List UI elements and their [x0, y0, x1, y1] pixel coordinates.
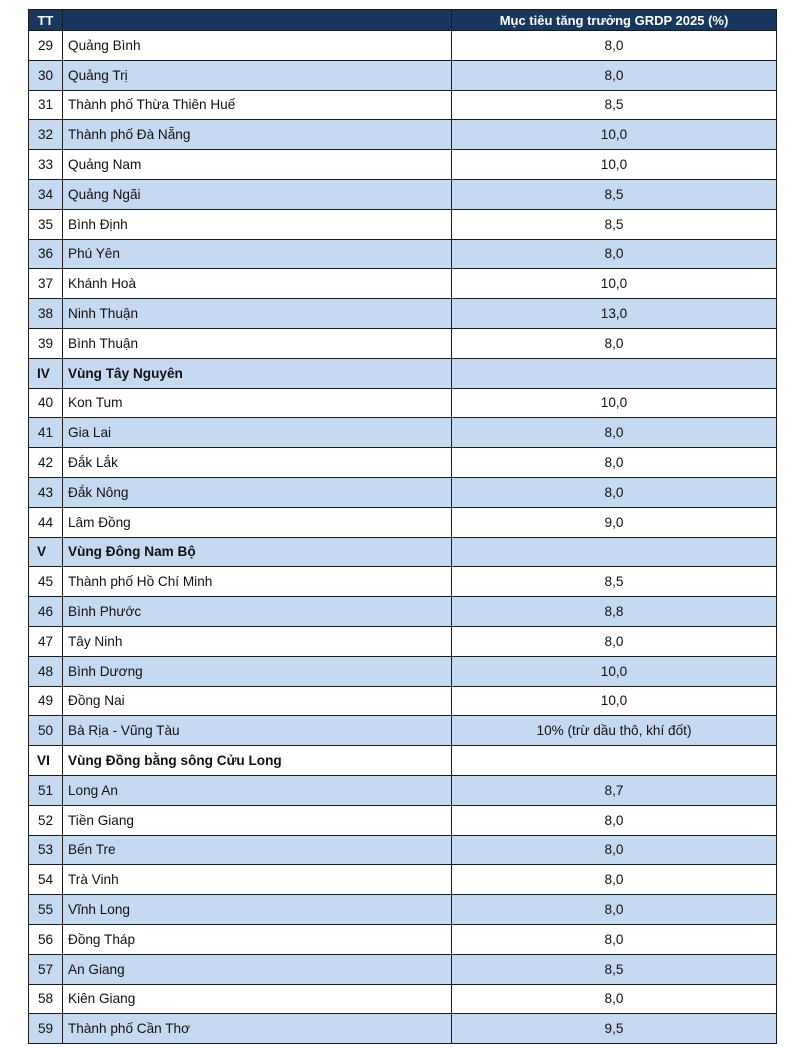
province-name: Bình Thuận	[63, 328, 452, 358]
table-row	[29, 120, 777, 150]
row-number: 40	[29, 388, 63, 418]
province-name: Bình Dương	[63, 656, 452, 686]
province-name: Tây Ninh	[63, 626, 452, 656]
grdp-target-value: 10,0	[452, 388, 777, 418]
province-name: Tiền Giang	[63, 805, 452, 835]
province-name: Long An	[63, 775, 452, 805]
grdp-target-value: 10,0	[452, 150, 777, 180]
grdp-target-value: 8,5	[452, 90, 777, 120]
grdp-target-value: 8,0	[452, 924, 777, 954]
table-row	[29, 895, 777, 925]
province-name: Khánh Hoà	[63, 269, 452, 299]
grdp-target-value: 8,0	[452, 448, 777, 478]
table-row	[29, 507, 777, 537]
row-number: 43	[29, 477, 63, 507]
grdp-target-value: 8,5	[452, 209, 777, 239]
table-row	[29, 299, 777, 329]
grdp-target-value: 8,0	[452, 31, 777, 61]
region-name: Vùng Tây Nguyên	[63, 358, 452, 388]
row-number: 41	[29, 418, 63, 448]
table-row	[29, 328, 777, 358]
table-body	[29, 31, 777, 1044]
region-number: V	[29, 537, 63, 567]
province-name: Bến Tre	[63, 835, 452, 865]
grdp-target-value: 8,7	[452, 775, 777, 805]
table-row	[29, 567, 777, 597]
table-row	[29, 209, 777, 239]
grdp-target-value: 9,5	[452, 1014, 777, 1044]
province-name: An Giang	[63, 954, 452, 984]
region-number: IV	[29, 358, 63, 388]
province-name: Lâm Đồng	[63, 507, 452, 537]
province-name: Bà Rịa - Vũng Tàu	[63, 716, 452, 746]
table-row	[29, 269, 777, 299]
table-row	[29, 239, 777, 269]
table-row	[29, 418, 777, 448]
grdp-target-value: 13,0	[452, 299, 777, 329]
table-row	[29, 179, 777, 209]
region-row	[29, 746, 777, 776]
grdp-target-value: 8,8	[452, 597, 777, 627]
grdp-target-value: 8,0	[452, 239, 777, 269]
grdp-target-value: 10% (trừ dầu thô, khí đốt)	[452, 716, 777, 746]
province-name: Thành phố Đà Nẵng	[63, 120, 452, 150]
table-row	[29, 1014, 777, 1044]
region-row	[29, 537, 777, 567]
province-name: Quảng Ngãi	[63, 179, 452, 209]
province-name: Bình Phước	[63, 597, 452, 627]
province-name: Thành phố Hồ Chí Minh	[63, 567, 452, 597]
table-row	[29, 477, 777, 507]
row-number: 54	[29, 865, 63, 895]
province-name: Vĩnh Long	[63, 895, 452, 925]
grdp-target-value: 8,5	[452, 179, 777, 209]
province-name: Quảng Nam	[63, 150, 452, 180]
province-name: Thành phố Cần Thơ	[63, 1014, 452, 1044]
grdp-target-value: 8,0	[452, 328, 777, 358]
table-row	[29, 775, 777, 805]
header-target: Mục tiêu tăng trưởng GRDP 2025 (%)	[452, 10, 777, 31]
header-row	[29, 10, 777, 31]
grdp-target-value: 8,0	[452, 418, 777, 448]
table-header	[29, 10, 777, 31]
table-row	[29, 388, 777, 418]
header-name	[63, 10, 452, 31]
row-number: 48	[29, 656, 63, 686]
province-name: Quảng Bình	[63, 31, 452, 61]
grdp-target-value: 8,0	[452, 60, 777, 90]
grdp-target-value: 8,0	[452, 805, 777, 835]
table-row	[29, 656, 777, 686]
province-name: Ninh Thuận	[63, 299, 452, 329]
row-number: 57	[29, 954, 63, 984]
province-name: Trà Vinh	[63, 865, 452, 895]
table-row	[29, 150, 777, 180]
table-row	[29, 448, 777, 478]
row-number: 31	[29, 90, 63, 120]
province-name: Quảng Trị	[63, 60, 452, 90]
grdp-target-value: 8,0	[452, 477, 777, 507]
table-row	[29, 865, 777, 895]
table-row	[29, 626, 777, 656]
table-row	[29, 924, 777, 954]
table-row	[29, 954, 777, 984]
grdp-target-value: 10,0	[452, 686, 777, 716]
region-row	[29, 358, 777, 388]
row-number: 35	[29, 209, 63, 239]
table-row	[29, 716, 777, 746]
row-number: 46	[29, 597, 63, 627]
row-number: 29	[29, 31, 63, 61]
province-name: Gia Lai	[63, 418, 452, 448]
grdp-target-value: 8,5	[452, 954, 777, 984]
row-number: 32	[29, 120, 63, 150]
grdp-target-value: 10,0	[452, 120, 777, 150]
province-name: Phú Yên	[63, 239, 452, 269]
row-number: 49	[29, 686, 63, 716]
row-number: 56	[29, 924, 63, 954]
grdp-target-table	[28, 9, 777, 1044]
province-name: Đắk Nông	[63, 477, 452, 507]
row-number: 52	[29, 805, 63, 835]
grdp-target-value: 8,0	[452, 865, 777, 895]
province-name: Kiên Giang	[63, 984, 452, 1014]
province-name: Đồng Nai	[63, 686, 452, 716]
table-row	[29, 686, 777, 716]
province-name: Kon Tum	[63, 388, 452, 418]
row-number: 53	[29, 835, 63, 865]
province-name: Bình Định	[63, 209, 452, 239]
table-row	[29, 90, 777, 120]
table-row	[29, 60, 777, 90]
table-row	[29, 31, 777, 61]
row-number: 38	[29, 299, 63, 329]
grdp-target-value: 10,0	[452, 656, 777, 686]
province-name: Đắk Lắk	[63, 448, 452, 478]
grdp-target-value: 8,0	[452, 895, 777, 925]
region-number: VI	[29, 746, 63, 776]
region-name: Vùng Đông Nam Bộ	[63, 537, 452, 567]
grdp-target-value: 8,0	[452, 984, 777, 1014]
row-number: 36	[29, 239, 63, 269]
table-row	[29, 835, 777, 865]
row-number: 39	[29, 328, 63, 358]
row-number: 55	[29, 895, 63, 925]
grdp-target-value: 8,5	[452, 567, 777, 597]
row-number: 30	[29, 60, 63, 90]
row-number: 44	[29, 507, 63, 537]
grdp-target-value: 8,0	[452, 835, 777, 865]
table-row	[29, 597, 777, 627]
grdp-target-value: 8,0	[452, 626, 777, 656]
grdp-target-value	[452, 358, 777, 388]
row-number: 59	[29, 1014, 63, 1044]
table-row	[29, 805, 777, 835]
grdp-target-value	[452, 746, 777, 776]
province-name: Thành phố Thừa Thiên Huế	[63, 90, 452, 120]
table-row	[29, 984, 777, 1014]
grdp-target-value: 10,0	[452, 269, 777, 299]
row-number: 42	[29, 448, 63, 478]
row-number: 51	[29, 775, 63, 805]
row-number: 47	[29, 626, 63, 656]
grdp-target-value: 9,0	[452, 507, 777, 537]
region-name: Vùng Đồng bằng sông Cửu Long	[63, 746, 452, 776]
row-number: 34	[29, 179, 63, 209]
grdp-target-value	[452, 537, 777, 567]
row-number: 58	[29, 984, 63, 1014]
row-number: 37	[29, 269, 63, 299]
province-name: Đồng Tháp	[63, 924, 452, 954]
row-number: 45	[29, 567, 63, 597]
row-number: 33	[29, 150, 63, 180]
row-number: 50	[29, 716, 63, 746]
header-tt: TT	[29, 10, 63, 31]
